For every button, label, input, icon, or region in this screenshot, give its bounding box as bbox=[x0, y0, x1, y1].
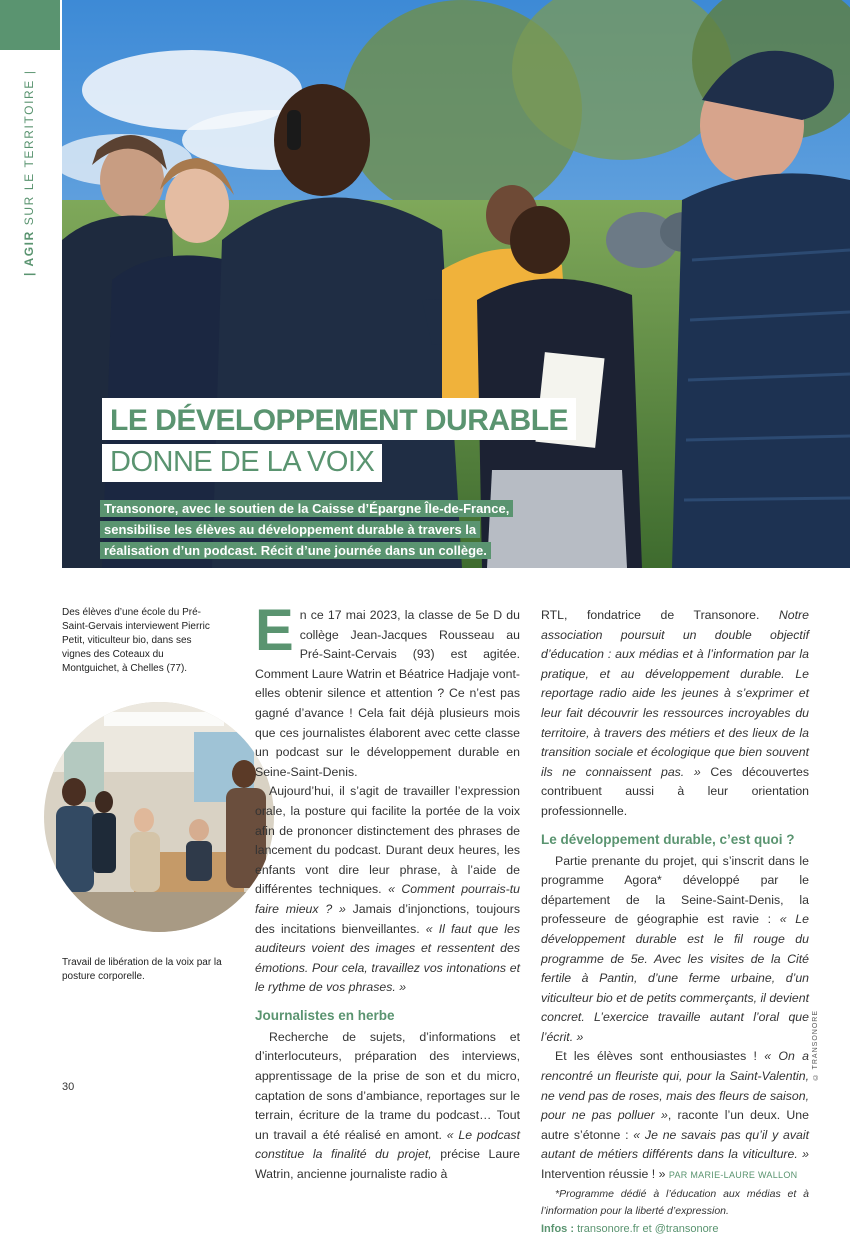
article-title-line2: DONNE DE LA VOIX bbox=[110, 446, 375, 478]
col3-paragraph-3a: Et les élèves sont enthousiastes ! bbox=[555, 1049, 765, 1064]
lead-text: Transonore, avec le soutien de la Caisse d’Épargne Île-de-France, sensibilise les élèves au développement durable à travers la réalisation d’un podcast. Récit d’une journée dans un collège. bbox=[100, 500, 513, 559]
article-column-3 bbox=[541, 606, 809, 1239]
footnote: *Programme dédié à l’éducation aux médias et à l’information pour la liberté d’expression. bbox=[541, 1187, 809, 1217]
col3-quote-1: Notre association poursuit un double objectif d’éducation : aux médias et à l’information par la pratique, et au développement durable. Le reportage radio aide les jeunes à s’exprimer et leur fait découvrir les ressources incroyables du territoire, à travers des métiers et des lieux de la transition sociale et écologique que bien souvent ils ne connaissent pas. » bbox=[541, 608, 809, 779]
col3-paragraph-3c: , raconte l’un deux. Une autre s’étonne : bbox=[541, 1108, 809, 1142]
photo-credit: © TRANSONORE bbox=[812, 1010, 819, 1081]
hero-photo bbox=[62, 0, 850, 568]
col3-paragraph-2a: Partie prenante du projet, qui s’inscrit dans le programme Agora* développé par le département de la Seine-Saint-Denis, la professeure de géographie est ravie : bbox=[541, 853, 809, 927]
col2-paragraph-2a: Aujourd’hui, il s’agit de travailler l’expression orale, la posture qui facilite la portée de la voix afin de prononcer distinctement des phrases de lancement du podcast. Durant deux heures, les enfants vont dire leur phrase, à l’aide de différentes techniques. bbox=[255, 784, 520, 897]
infos-link-text[interactable]: transonore.fr et @transonore bbox=[577, 1222, 719, 1235]
col2-paragraph-3a: Recherche de sujets, d’informations et d’interlocuteurs, préparation des interviews, apprentissage de la prise de son et du micro, captation de sons d’ambiance, reportages sur le terrain, écriture de la trame du podcast… Tout un travail a été réalisé en amont. bbox=[255, 1029, 520, 1142]
col3-quote-3: « On a rencontré un fleuriste qui, pour la Saint-Valentin, ne vend pas de roses, mais des fleurs de saison, pour ne pas polluer » bbox=[541, 1049, 809, 1123]
page-number: 30 bbox=[62, 1081, 75, 1093]
drop-cap: E bbox=[255, 598, 294, 663]
col3-paragraph-3e: Intervention réussie ! » bbox=[541, 1167, 669, 1182]
infos-line bbox=[541, 1220, 809, 1239]
article-column-2 bbox=[255, 598, 521, 1185]
section-label bbox=[22, 69, 36, 276]
col3-quote-4: « Je ne savais pas qu’il y avait autant de métiers différents dans la viticulture. » bbox=[541, 1127, 809, 1162]
lead-paragraph bbox=[100, 498, 530, 561]
col2-paragraph-1: n ce 17 mai 2023, la classe de 5e D du collège Jean-Jacques Rousseau au Pré-Saint-Cervais (93) est agitée. Comment Laure Watrin et Béatrice Hadjaje vont-elles obtenir silence et attention ? Ce n’est pas gagné d’avance ! Cela fait déjà plusieurs mois que ces journalistes élaborent avec cette classe un podcast sur le développement durable en Seine-Saint-Denis. bbox=[255, 608, 520, 779]
col3-quote-2: « Le développement durable est le fil rouge du programme de 5e. Avec les visites de la Cité fertile à Pantin, d’une ferme urbaine, d’un viticulteur bio et de petits commerçants, il devient concret. L’exercice travaille autant l’oral que l’écrit. » bbox=[541, 912, 809, 1044]
col2-paragraph-3c: précise Laure Watrin, ancienne journaliste radio à bbox=[255, 1147, 520, 1182]
subheading-journalistes: Journalistes en herbe bbox=[255, 1007, 395, 1023]
col3-paragraph-1a: RTL, fondatrice de Transonore. bbox=[541, 608, 779, 622]
section-label-bold: | AGIR bbox=[22, 230, 36, 276]
col2-quote-2: « Il faut que les auditeurs voient des images et ressentent des émotions. Pour cela, travaillez vos intonations et le rythme de vos phrases. » bbox=[255, 921, 520, 995]
section-label-rest: SUR LE TERRITOIRE | bbox=[22, 69, 36, 231]
article-title-line1: LE DÉVELOPPEMENT DURABLE bbox=[110, 404, 569, 437]
subheading-developpement: Le développement durable, c’est quoi ? bbox=[541, 831, 795, 847]
col2-quote-1: « Comment pourrais-tu faire mieux ? » bbox=[255, 882, 520, 916]
col2-quote-3: « Le podcast constitue la finalité du projet, bbox=[255, 1127, 521, 1162]
photo-caption-top: Des élèves d’une école du Pré-Saint-Gervais interviewent Pierric Petit, viticulteur bio, dans ses vignes des Coteaux du Montguichet, à Chelles (77). bbox=[62, 607, 210, 674]
photo-caption-bottom: Travail de libération de la voix par la posture corporelle. bbox=[62, 957, 222, 982]
article-title-line2-box bbox=[102, 444, 382, 482]
author-byline: PAR MARIE-LAURE WALLON bbox=[668, 1170, 798, 1181]
section-color-tab bbox=[0, 0, 60, 50]
infos-label: Infos : bbox=[541, 1222, 578, 1235]
col2-paragraph-2c: Jamais d’injonctions, toujours des incitations bienveillantes. bbox=[255, 901, 520, 936]
col3-paragraph-1c: Ces découvertes contribuent aussi à leur orientation professionnelle. bbox=[541, 764, 809, 818]
classroom-photo bbox=[44, 702, 274, 932]
article-title-line1-box bbox=[102, 398, 576, 440]
